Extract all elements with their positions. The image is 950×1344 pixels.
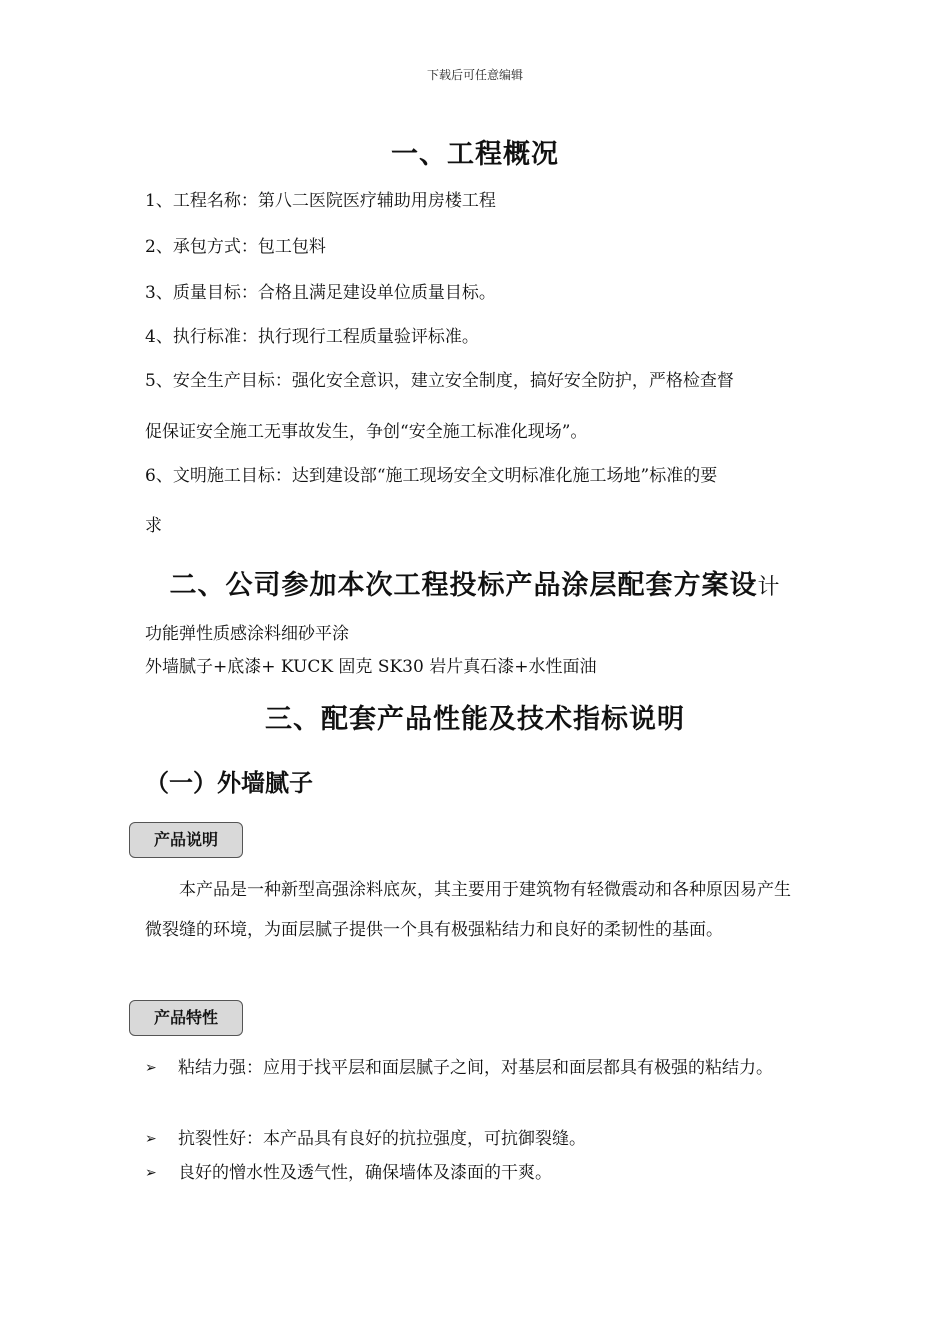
standard-line: 4、执行标准：执行现行工程质量验评标准。 — [145, 327, 479, 347]
safety-target-line: 5、安全生产目标：强化安全意识，建立安全制度，搞好安全防护，严格检查督 — [145, 371, 734, 391]
quality-target-line: 3、质量目标：合格且满足建设单位质量目标。 — [145, 283, 496, 303]
product-features-tag: 产品特性 — [129, 1000, 243, 1036]
arrow-right-icon: ➢ — [145, 1165, 157, 1181]
subsection-putty-title: （一）外墙腻子 — [145, 769, 313, 797]
feature-text: 良好的憎水性及透气性，确保墙体及漆面的干爽。 — [178, 1163, 552, 1183]
project-name-line: 1、工程名称：第八二医院医疗辅助用房楼工程 — [145, 191, 496, 211]
section2-title — [0, 563, 950, 602]
feature-item — [145, 1052, 805, 1085]
civilized-target-line-cont: 求 — [145, 516, 162, 536]
product-description-tag: 产品说明 — [129, 822, 243, 858]
section2-title-main: 二、公司参加本次工程投标产品涂层配套方案设 — [169, 570, 758, 601]
feature-text: 抗裂性好：本产品具有良好的抗拉强度，可抗御裂缝。 — [178, 1129, 586, 1149]
section1-title: 一、工程概况 — [391, 139, 559, 170]
feature-text: 粘结力强：应用于找平层和面层腻子之间，对基层和面层都具有极强的粘结力。 — [178, 1058, 773, 1078]
contract-mode-line: 2、承包方式：包工包料 — [145, 237, 326, 257]
coating-type-line: 功能弹性质感涂料细砂平涂 — [145, 624, 349, 644]
feature-item — [145, 1157, 805, 1190]
download-note: 下载后可任意编辑 — [426, 68, 523, 82]
feature-item — [145, 1123, 805, 1156]
coating-system-line: 外墙腻子+底漆+ KUCK 固克 SK30 岩片真石漆+水性面油 — [145, 657, 597, 677]
arrow-right-icon: ➢ — [145, 1060, 157, 1076]
section2-title-tail: 计 — [757, 575, 781, 600]
safety-target-line-cont: 促保证安全施工无事故发生，争创“安全施工标准化现场”。 — [145, 422, 588, 442]
product-description-text: 本产品是一种新型高强涂料底灰，其主要用于建筑物有轻微震动和各种原因易产生微裂缝的环境，为面层腻子提供一个具有极强粘结力和良好的柔韧性的基面。 — [145, 880, 791, 940]
arrow-right-icon: ➢ — [145, 1131, 157, 1147]
civilized-target-line: 6、文明施工目标：达到建设部“施工现场安全文明标准化施工场地”标准的要 — [145, 466, 718, 486]
section3-title: 三、配套产品性能及技术指标说明 — [265, 704, 685, 735]
